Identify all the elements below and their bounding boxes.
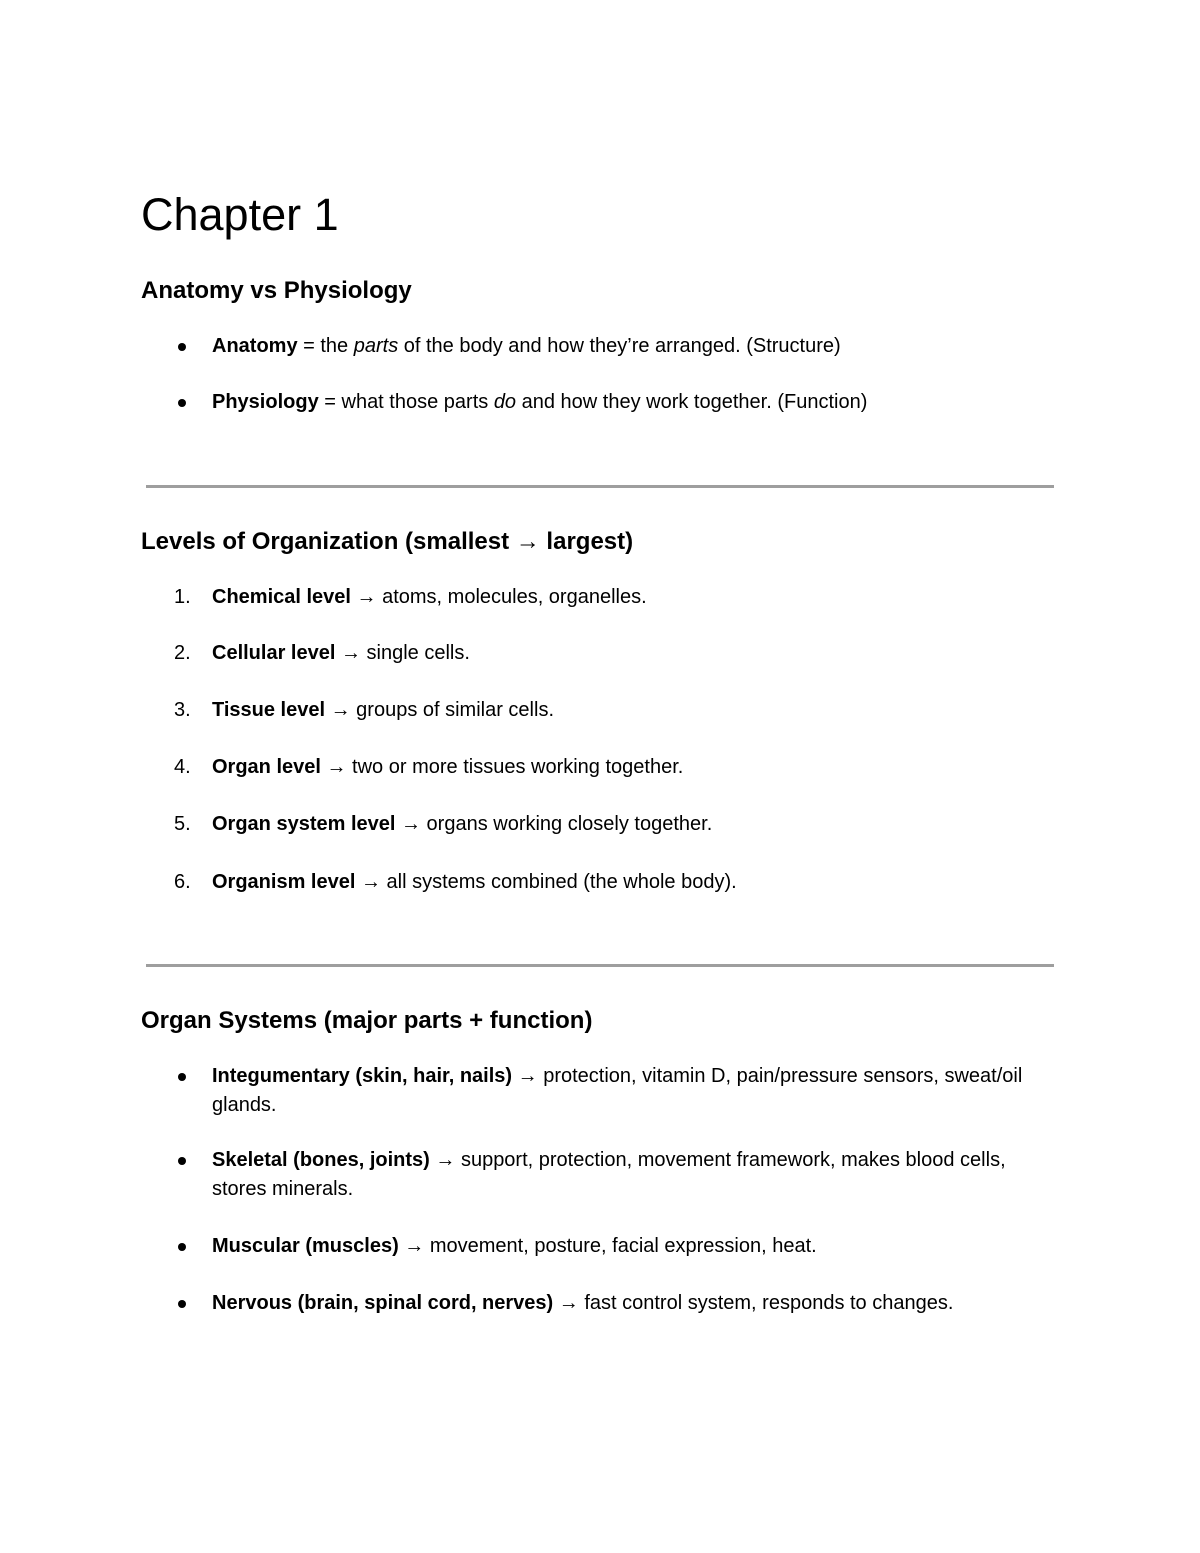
- description-text: → protection, vitamin D, pain/pressure sensors, sweat/oil glands.: [212, 1065, 1023, 1116]
- term-label: Nervous (brain, spinal cord, nerves): [212, 1292, 554, 1314]
- emphasis-text: parts: [353, 335, 399, 357]
- list-number: 2.: [174, 642, 191, 664]
- list-item-level: [212, 753, 1032, 782]
- bullet-icon: [178, 1073, 186, 1081]
- term-label: Skeletal (bones, joints): [212, 1149, 430, 1171]
- list-item-anatomy: [212, 332, 1032, 361]
- term-label: Cellular level: [212, 642, 336, 664]
- list-number: 3.: [174, 699, 191, 721]
- term-label: Organ system level: [212, 813, 396, 835]
- list-item-physiology: [212, 388, 1032, 417]
- description-text: → single cells.: [335, 642, 470, 664]
- term-label: Physiology: [212, 391, 319, 413]
- description-text: → support, protection, movement framework, makes blood cells, stores minerals.: [212, 1149, 1006, 1200]
- term-label: Integumentary (skin, hair, nails): [212, 1065, 513, 1087]
- description-text: → all systems combined (the whole body).: [355, 871, 737, 893]
- bullet-icon: [178, 1157, 186, 1165]
- emphasis-text: do: [493, 391, 517, 413]
- definition-text: = the: [297, 335, 354, 357]
- description-text: → groups of similar cells.: [325, 699, 555, 721]
- term-label: Anatomy: [212, 335, 298, 357]
- horizontal-divider: [146, 485, 1054, 488]
- list-item-level: [212, 810, 1032, 839]
- description-text: → movement, posture, facial expression, heat.: [398, 1235, 817, 1257]
- list-number: 6.: [174, 871, 191, 893]
- bullet-icon: [178, 399, 186, 407]
- section-heading-levels: Levels of Organization (smallest → largest): [141, 528, 634, 555]
- list-item-level: [212, 583, 1032, 612]
- term-label: Tissue level: [212, 699, 326, 721]
- list-item-level: [212, 868, 1032, 897]
- bullet-icon: [178, 1300, 186, 1308]
- page-title: Chapter 1: [141, 189, 339, 240]
- list-number: 1.: [174, 586, 191, 608]
- term-label: Organism level: [212, 871, 356, 893]
- horizontal-divider: [146, 964, 1054, 967]
- bullet-icon: [178, 1243, 186, 1251]
- list-number: 4.: [174, 756, 191, 778]
- description-text: → organs working closely together.: [395, 813, 713, 835]
- definition-text: = what those parts: [318, 391, 494, 413]
- description-text: → atoms, molecules, organelles.: [350, 586, 647, 608]
- definition-text: and how they work together. (Function): [516, 391, 868, 413]
- list-item-level: [212, 639, 1032, 668]
- term-label: Muscular (muscles): [212, 1235, 399, 1257]
- list-item-organ-system: [212, 1146, 1032, 1204]
- description-text: → fast control system, responds to changes.: [553, 1292, 954, 1314]
- list-item-organ-system: [212, 1062, 1032, 1120]
- description-text: → two or more tissues working together.: [320, 756, 684, 778]
- term-label: Organ level: [212, 756, 321, 778]
- section-heading-organ-systems: Organ Systems (major parts + function): [141, 1007, 593, 1034]
- section-heading-anatomy-physiology: Anatomy vs Physiology: [141, 277, 412, 304]
- bullet-icon: [178, 343, 186, 351]
- definition-text: of the body and how they’re arranged. (Structure): [398, 335, 841, 357]
- list-number: 5.: [174, 813, 191, 835]
- list-item-organ-system: [212, 1289, 1032, 1318]
- term-label: Chemical level: [212, 586, 351, 608]
- list-item-organ-system: [212, 1232, 1032, 1261]
- list-item-level: [212, 696, 1032, 725]
